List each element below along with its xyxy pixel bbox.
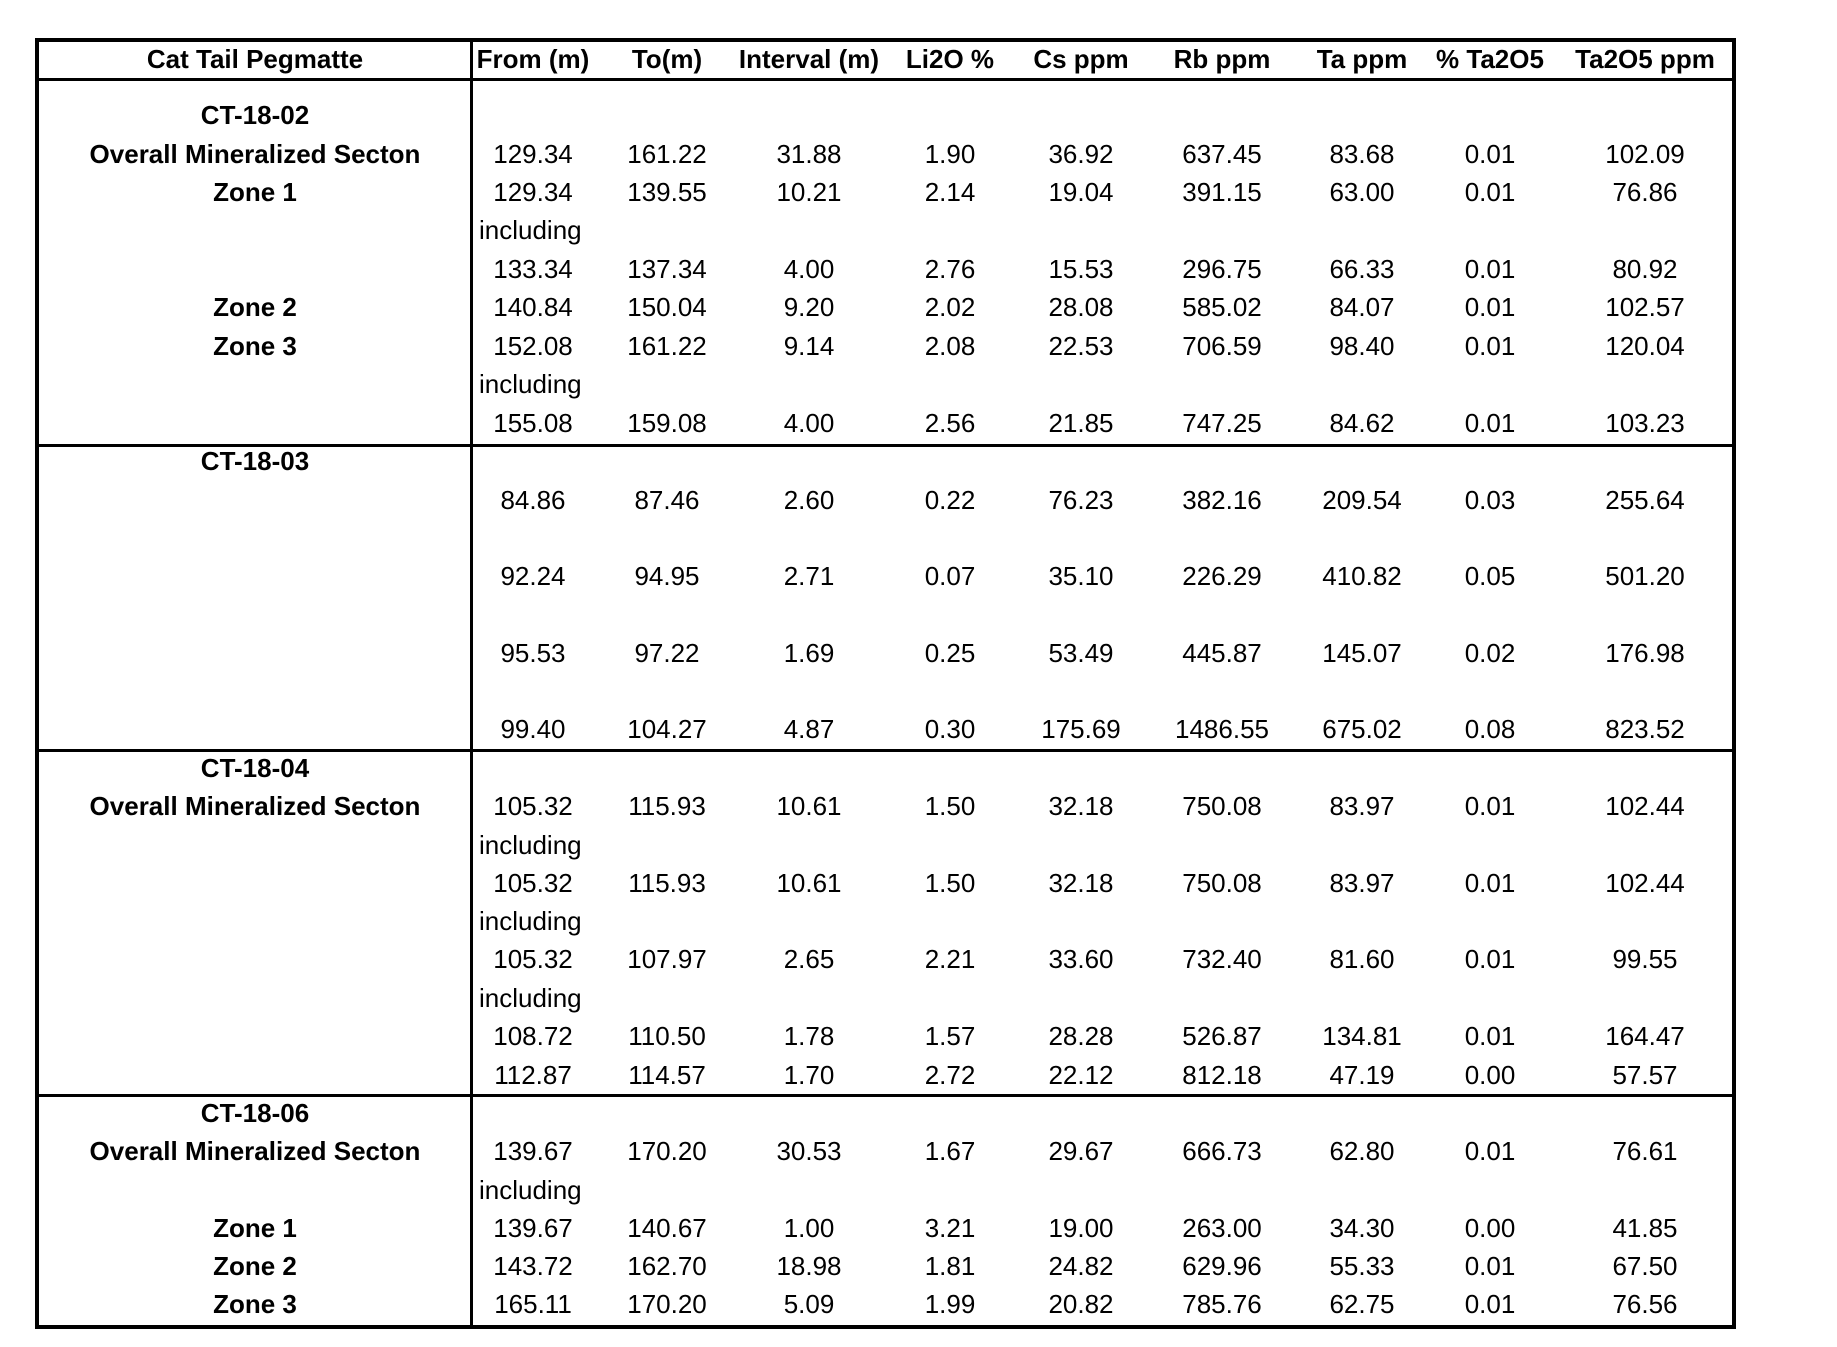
table-cell: 140.67 xyxy=(627,1213,707,1243)
table-cell: 92.24 xyxy=(500,561,566,591)
table-cell: 62.75 xyxy=(1329,1289,1395,1319)
table-cell: 95.53 xyxy=(500,638,566,668)
row-label: Zone 1 xyxy=(213,1213,297,1243)
table-cell: 2.02 xyxy=(924,292,976,322)
including-note: including xyxy=(479,906,582,936)
table-cell: 1.81 xyxy=(924,1251,976,1281)
table-cell: 750.08 xyxy=(1182,791,1262,821)
table-cell: 410.82 xyxy=(1322,561,1402,591)
table-cell: 83.97 xyxy=(1329,868,1395,898)
table-cell: 53.49 xyxy=(1048,638,1114,668)
table-cell: 9.14 xyxy=(783,331,835,361)
table-cell: 24.82 xyxy=(1048,1251,1114,1281)
table-cell: 0.01 xyxy=(1464,292,1516,322)
table-cell: 175.69 xyxy=(1041,714,1121,744)
table-cell: 18.98 xyxy=(776,1251,842,1281)
table-cell: 20.82 xyxy=(1048,1289,1114,1319)
column-header-from: From (m) xyxy=(476,44,590,74)
row-label: Zone 2 xyxy=(213,1251,297,1281)
table-cell: 83.97 xyxy=(1329,791,1395,821)
table-cell: 133.34 xyxy=(493,254,573,284)
table-cell: 0.00 xyxy=(1464,1060,1516,1090)
column-header-to: To(m) xyxy=(631,44,703,74)
column-header-cs: Cs ppm xyxy=(1033,44,1129,74)
table-cell: 1.67 xyxy=(924,1136,976,1166)
table-cell: 2.72 xyxy=(924,1060,976,1090)
table-cell: 102.44 xyxy=(1605,868,1685,898)
table-cell: 732.40 xyxy=(1182,944,1262,974)
row-label: CT-18-03 xyxy=(200,446,310,476)
table-cell: 76.61 xyxy=(1612,1136,1678,1166)
table-cell: 4.87 xyxy=(783,714,835,744)
table-cell: 99.40 xyxy=(500,714,566,744)
table-cell: 22.53 xyxy=(1048,331,1114,361)
table-cell: 0.01 xyxy=(1464,331,1516,361)
table-cell: 107.97 xyxy=(627,944,707,974)
table-cell: 1.70 xyxy=(783,1060,835,1090)
table-cell: 155.08 xyxy=(493,408,573,438)
row-label: Zone 1 xyxy=(213,177,297,207)
column-header-pegmatite: Cat Tail Pegmatte xyxy=(146,44,364,74)
table-cell: 2.21 xyxy=(924,944,976,974)
table-cell: 0.01 xyxy=(1464,1021,1516,1051)
table-cell: 812.18 xyxy=(1182,1060,1262,1090)
table-cell: 1.90 xyxy=(924,139,976,169)
table-cell: 94.95 xyxy=(634,561,700,591)
table-cell: 747.25 xyxy=(1182,408,1262,438)
table-cell: 161.22 xyxy=(627,331,707,361)
including-note: including xyxy=(479,830,582,860)
table-cell: 76.23 xyxy=(1048,485,1114,515)
table-cell: 28.28 xyxy=(1048,1021,1114,1051)
row-label: Zone 3 xyxy=(213,331,297,361)
table-cell: 102.57 xyxy=(1605,292,1685,322)
table-cell: 4.00 xyxy=(783,408,835,438)
table-cell: 129.34 xyxy=(493,139,573,169)
row-label: Zone 2 xyxy=(213,292,297,322)
table-cell: 1.57 xyxy=(924,1021,976,1051)
table-cell: 140.84 xyxy=(493,292,573,322)
table-cell: 0.02 xyxy=(1464,638,1516,668)
table-cell: 102.44 xyxy=(1605,791,1685,821)
table-cell: 823.52 xyxy=(1605,714,1685,744)
table-cell: 129.34 xyxy=(493,177,573,207)
table-cell: 5.09 xyxy=(783,1289,835,1319)
table-cell: 21.85 xyxy=(1048,408,1114,438)
table-cell: 629.96 xyxy=(1182,1251,1262,1281)
table-cell: 675.02 xyxy=(1322,714,1402,744)
table-cell: 296.75 xyxy=(1182,254,1262,284)
table-cell: 81.60 xyxy=(1329,944,1395,974)
table-cell: 501.20 xyxy=(1605,561,1685,591)
section-divider xyxy=(39,749,1732,752)
table-cell: 32.18 xyxy=(1048,791,1114,821)
table-cell: 0.01 xyxy=(1464,139,1516,169)
table-cell: 19.00 xyxy=(1048,1213,1114,1243)
table-cell: 62.80 xyxy=(1329,1136,1395,1166)
table-cell: 55.33 xyxy=(1329,1251,1395,1281)
including-note: including xyxy=(479,983,582,1013)
column-header-interval: Interval (m) xyxy=(738,44,880,74)
table-cell: 120.04 xyxy=(1605,331,1685,361)
table-cell: 143.72 xyxy=(493,1251,573,1281)
column-header-li2o: Li2O % xyxy=(905,44,995,74)
table-cell: 83.68 xyxy=(1329,139,1395,169)
table-cell: 0.08 xyxy=(1464,714,1516,744)
table-cell: 22.12 xyxy=(1048,1060,1114,1090)
column-header-ta2o5-pct: % Ta2O5 xyxy=(1436,44,1544,74)
table-cell: 263.00 xyxy=(1182,1213,1262,1243)
table-cell: 76.86 xyxy=(1612,177,1678,207)
table-cell: 150.04 xyxy=(627,292,707,322)
table-cell: 0.03 xyxy=(1464,485,1516,515)
table-cell: 84.07 xyxy=(1329,292,1395,322)
table-cell: 0.01 xyxy=(1464,1251,1516,1281)
table-cell: 2.08 xyxy=(924,331,976,361)
table-cell: 0.05 xyxy=(1464,561,1516,591)
table-cell: 112.87 xyxy=(494,1060,572,1090)
table-cell: 666.73 xyxy=(1182,1136,1262,1166)
including-note: including xyxy=(479,215,582,245)
table-cell: 161.22 xyxy=(627,139,707,169)
table-cell: 176.98 xyxy=(1605,638,1685,668)
row-label: Zone 3 xyxy=(213,1289,297,1319)
table-cell: 28.08 xyxy=(1048,292,1114,322)
section-divider xyxy=(39,1094,1732,1097)
table-cell: 382.16 xyxy=(1182,485,1262,515)
table-cell: 0.01 xyxy=(1464,408,1516,438)
table-cell: 105.32 xyxy=(493,791,573,821)
table-cell: 226.29 xyxy=(1182,561,1262,591)
table-cell: 0.22 xyxy=(924,485,976,515)
row-label: Overall Mineralized Secton xyxy=(89,1136,421,1166)
table-cell: 0.01 xyxy=(1464,944,1516,974)
table-cell: 0.01 xyxy=(1464,791,1516,821)
table-cell: 1.78 xyxy=(783,1021,835,1051)
table-cell: 0.01 xyxy=(1464,1289,1516,1319)
table-cell: 10.21 xyxy=(776,177,842,207)
table-cell: 152.08 xyxy=(493,331,573,361)
table-cell: 0.01 xyxy=(1464,254,1516,284)
row-label: Overall Mineralized Secton xyxy=(89,791,421,821)
table-cell: 67.50 xyxy=(1612,1251,1678,1281)
column-header-rb: Rb ppm xyxy=(1173,44,1271,74)
table-cell: 585.02 xyxy=(1182,292,1262,322)
table-cell: 139.67 xyxy=(493,1213,573,1243)
table-cell: 84.62 xyxy=(1329,408,1395,438)
table-cell: 0.25 xyxy=(924,638,976,668)
table-cell: 98.40 xyxy=(1329,331,1395,361)
table-cell: 110.50 xyxy=(628,1021,706,1051)
column-header-ta: Ta ppm xyxy=(1316,44,1408,74)
row-label: CT-18-04 xyxy=(200,753,310,783)
table-cell: 115.93 xyxy=(628,868,706,898)
table-cell: 10.61 xyxy=(776,791,842,821)
table-cell: 1.50 xyxy=(924,791,976,821)
table-cell: 114.57 xyxy=(628,1060,706,1090)
table-cell: 1.50 xyxy=(924,868,976,898)
table-cell: 87.46 xyxy=(634,485,700,515)
table-cell: 34.30 xyxy=(1329,1213,1395,1243)
table-cell: 103.23 xyxy=(1605,408,1685,438)
table-cell: 115.93 xyxy=(628,791,706,821)
row-label: Overall Mineralized Secton xyxy=(89,139,421,169)
column-header-ta2o5-ppm: Ta2O5 ppm xyxy=(1575,44,1715,74)
table-cell: 637.45 xyxy=(1182,139,1262,169)
table-cell: 0.00 xyxy=(1464,1213,1516,1243)
table-cell: 0.01 xyxy=(1464,177,1516,207)
table-cell: 785.76 xyxy=(1182,1289,1262,1319)
table-cell: 32.18 xyxy=(1048,868,1114,898)
table-cell: 105.32 xyxy=(493,944,573,974)
table-cell: 102.09 xyxy=(1605,139,1685,169)
table-cell: 57.57 xyxy=(1612,1060,1678,1090)
table-cell: 137.34 xyxy=(627,254,707,284)
row-label: CT-18-02 xyxy=(200,100,310,130)
table-cell: 2.76 xyxy=(924,254,976,284)
table-cell: 84.86 xyxy=(500,485,566,515)
table-cell: 63.00 xyxy=(1329,177,1395,207)
table-cell: 1.69 xyxy=(783,638,835,668)
table-cell: 2.60 xyxy=(783,485,835,515)
table-cell: 170.20 xyxy=(627,1136,707,1166)
table-cell: 391.15 xyxy=(1182,177,1262,207)
header-divider xyxy=(39,78,1732,81)
table-cell: 47.19 xyxy=(1329,1060,1395,1090)
table-cell: 0.01 xyxy=(1464,1136,1516,1166)
table-cell: 170.20 xyxy=(627,1289,707,1319)
table-cell: 31.88 xyxy=(776,139,842,169)
table-cell: 9.20 xyxy=(783,292,835,322)
table-cell: 445.87 xyxy=(1182,638,1262,668)
including-note: including xyxy=(479,369,582,399)
table-cell: 750.08 xyxy=(1182,868,1262,898)
table-cell: 33.60 xyxy=(1048,944,1114,974)
table-cell: 162.70 xyxy=(627,1251,707,1281)
column-divider xyxy=(470,42,473,1325)
table-cell: 4.00 xyxy=(783,254,835,284)
table-cell: 209.54 xyxy=(1322,485,1402,515)
table-cell: 164.47 xyxy=(1605,1021,1685,1051)
table-cell: 2.56 xyxy=(924,408,976,438)
table-cell: 99.55 xyxy=(1612,944,1678,974)
table-cell: 0.30 xyxy=(924,714,976,744)
table-cell: 159.08 xyxy=(627,408,707,438)
table-cell: 139.67 xyxy=(493,1136,573,1166)
table-cell: 255.64 xyxy=(1605,485,1685,515)
table-cell: 134.81 xyxy=(1322,1021,1402,1051)
table-cell: 35.10 xyxy=(1048,561,1114,591)
assay-results-table xyxy=(35,38,1736,1329)
table-cell: 1.99 xyxy=(924,1289,976,1319)
table-cell: 706.59 xyxy=(1182,331,1262,361)
table-cell: 104.27 xyxy=(627,714,707,744)
table-cell: 2.71 xyxy=(783,561,835,591)
including-note: including xyxy=(479,1175,582,1205)
table-cell: 15.53 xyxy=(1048,254,1114,284)
table-cell: 76.56 xyxy=(1612,1289,1678,1319)
table-cell: 30.53 xyxy=(776,1136,842,1166)
table-cell: 97.22 xyxy=(634,638,700,668)
table-cell: 36.92 xyxy=(1048,139,1114,169)
table-cell: 10.61 xyxy=(776,868,842,898)
table-cell: 80.92 xyxy=(1612,254,1678,284)
table-cell: 108.72 xyxy=(493,1021,573,1051)
table-cell: 145.07 xyxy=(1322,638,1402,668)
table-cell: 105.32 xyxy=(493,868,573,898)
row-label: CT-18-06 xyxy=(200,1098,310,1128)
table-cell: 3.21 xyxy=(924,1213,976,1243)
table-cell: 2.65 xyxy=(783,944,835,974)
table-cell: 1486.55 xyxy=(1175,714,1269,744)
table-cell: 0.07 xyxy=(924,561,976,591)
table-cell: 29.67 xyxy=(1048,1136,1114,1166)
table-cell: 41.85 xyxy=(1612,1213,1678,1243)
table-cell: 19.04 xyxy=(1048,177,1114,207)
table-cell: 526.87 xyxy=(1182,1021,1262,1051)
table-cell: 2.14 xyxy=(924,177,976,207)
table-cell: 1.00 xyxy=(783,1213,835,1243)
table-cell: 66.33 xyxy=(1329,254,1395,284)
table-cell: 0.01 xyxy=(1464,868,1516,898)
table-cell: 165.11 xyxy=(494,1289,572,1319)
table-cell: 139.55 xyxy=(627,177,707,207)
